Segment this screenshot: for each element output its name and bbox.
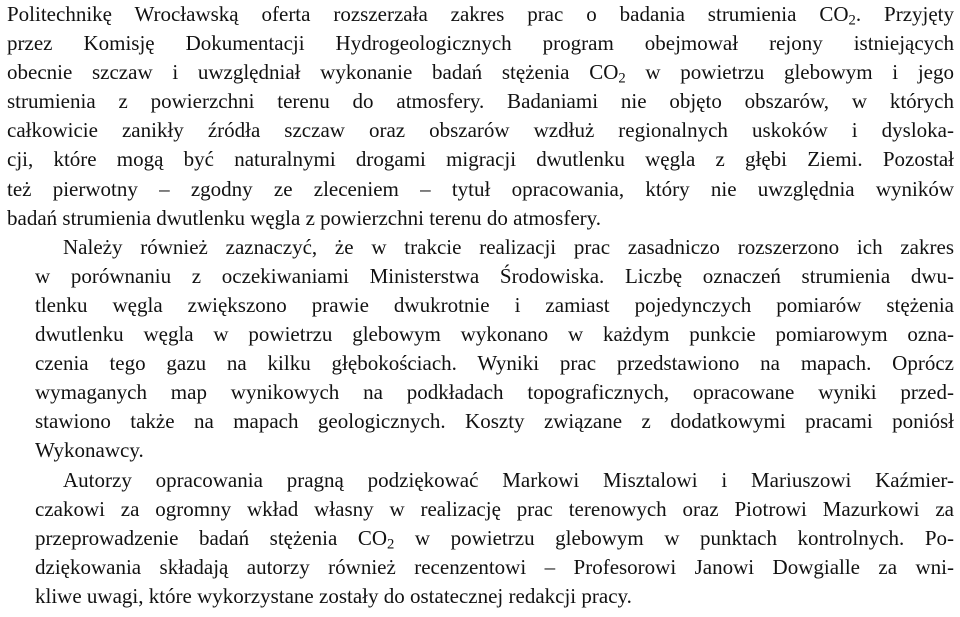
subscript: 2 [387,536,395,553]
text-line [7,378,954,407]
text-line [7,58,954,87]
text-line [7,466,954,495]
text-segment: Autorzy opracowania pragną podziękować Markowi Misztalowi i Mariuszowi Kaźmier- [63,467,954,492]
document-body [7,0,954,611]
text-line [7,233,954,262]
text-segment: czenia tego gazu na kilku głębokościach. Wyniki prac przedstawiono na mapach. Oprócz [35,351,954,376]
text-line [7,87,954,116]
text-segment: cji, które mogą być naturalnymi drogami migracji dwutlenku węgla z głębi Ziemi. Pozostał [7,147,954,172]
text-segment: czakowi za ogromny wkład własny w realizację prac terenowych oraz Piotrowi Mazurkowi za [35,496,954,521]
text-segment: kliwe uwagi, które wykorzystane zostały do ostatecznej redakcji pracy. [35,583,632,608]
text-line [7,349,954,378]
text-segment: całkowicie zanikły źródła szczaw oraz obszarów wzdłuż regionalnych uskoków i dysloka- [7,118,954,143]
text-line [7,436,954,465]
text-segment: obecnie szczaw i uwzględniał wykonanie badań stężenia CO [7,60,619,85]
text-segment: tlenku węgla zwiększono prawie dwukrotnie i zamiast pojedynczych pomiarów stężenia [35,292,954,317]
text-segment: Wykonawcy. [35,438,144,463]
text-line [7,495,954,524]
text-line [7,29,954,58]
text-segment: strumienia z powierzchni terenu do atmosfery. Badaniami nie objęto obszarów, w których [7,89,954,114]
paragraph [7,466,954,611]
text-line [7,320,954,349]
text-segment: przeprowadzenie badań stężenia CO [35,525,387,550]
text-line [7,524,954,553]
text-segment: w porównaniu z oczekiwaniami Ministerstwa Środowiska. Liczbę oznaczeń strumienia dwu- [35,263,954,288]
text-line [7,145,954,174]
paragraph [7,233,954,466]
text-segment: Politechnikę Wrocławską oferta rozszerzała zakres prac o badania strumienia CO [7,2,849,26]
text-line [7,291,954,320]
text-line [7,204,954,233]
text-segment: w powietrzu glebowym w punktach kontrolnych. Po- [394,525,954,550]
text-line [7,116,954,145]
text-segment: wymaganych map wynikowych na podkładach topograficznych, opracowane wyniki przed- [35,380,954,405]
text-line [7,262,954,291]
text-segment: stawiono także na mapach geologicznych. Koszty związane z dodatkowymi pracami poniósł [35,409,954,434]
text-line [7,553,954,582]
subscript: 2 [848,12,856,29]
paragraph [7,0,954,233]
text-segment: . Przyjęty [855,2,954,26]
text-segment: Należy również zaznaczyć, że w trakcie realizacji prac zasadniczo rozszerzono ich zakres [63,234,954,259]
text-segment: dwutlenku węgla w powietrzu glebowym wykonano w każdym punkcie pomiarowym ozna- [35,322,954,347]
text-line [7,0,954,29]
text-line [7,175,954,204]
text-line [7,582,954,611]
text-line [7,407,954,436]
subscript: 2 [618,70,626,87]
text-segment: też pierwotny – zgodny ze zleceniem – tytuł opracowania, który nie uwzględnia wyników [7,176,954,201]
text-segment: w powietrzu glebowym i jego [625,60,954,85]
text-segment: przez Komisję Dokumentacji Hydrogeologicznych program obejmował rejony istniejących [7,31,954,56]
text-segment: dziękowania składają autorzy również recenzentowi – Profesorowi Janowi Dowgialle za wni- [35,554,954,579]
text-segment: badań strumienia dwutlenku węgla z powierzchni terenu do atmosfery. [7,205,602,230]
